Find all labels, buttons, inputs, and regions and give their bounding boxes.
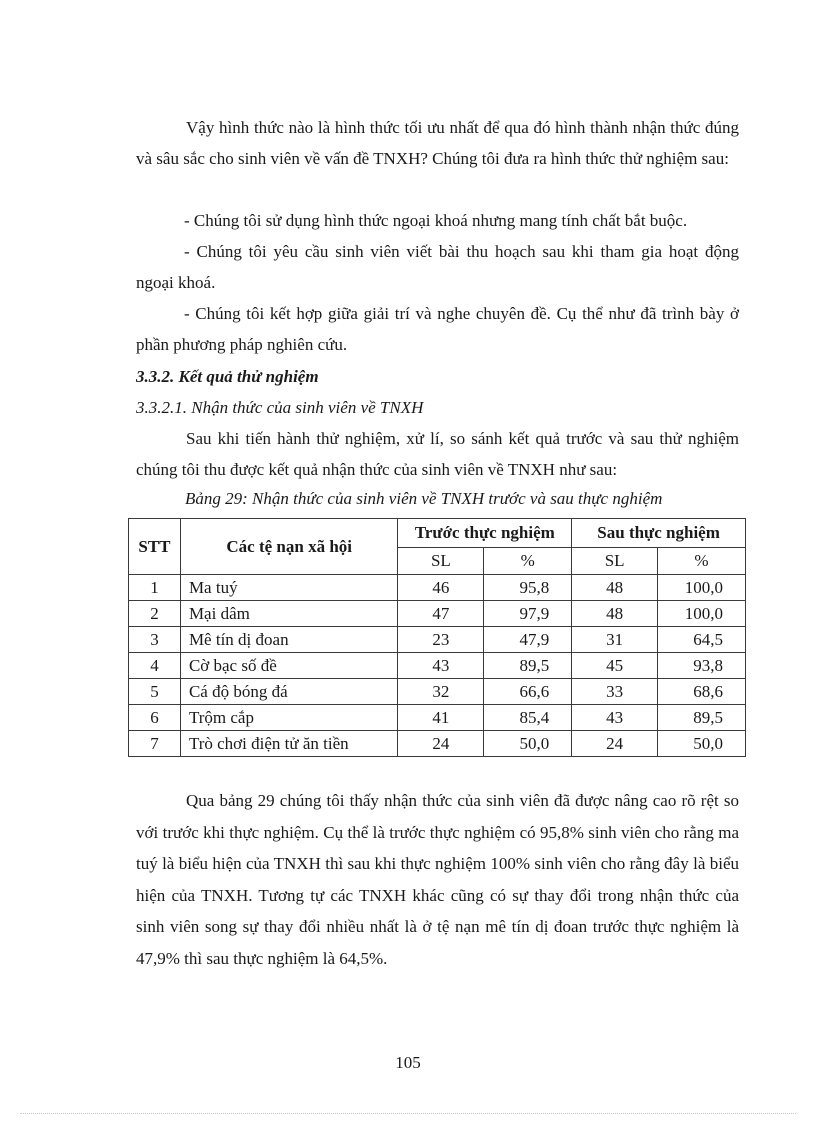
page-bottom-divider xyxy=(20,1113,796,1114)
table-row xyxy=(129,705,746,731)
row-before-sl: 47 xyxy=(398,601,484,627)
table-intro-paragraph: Sau khi tiến hành thử nghiệm, xử lí, so sánh kết quả trước và sau thử nghiệm chúng tôi thu được kết quả nhận thức của sinh viên về TNXH như sau: xyxy=(136,429,739,479)
row-after-sl: 43 xyxy=(572,705,658,731)
row-after-sl: 45 xyxy=(572,653,658,679)
row-before-sl: 43 xyxy=(398,653,484,679)
intro-paragraph: Vậy hình thức nào là hình thức tối ưu nhất để qua đó hình thành nhận thức đúng và sâu sắc cho sinh viên về vấn đề TNXH? Chúng tôi đưa ra hình thức thử nghiệm sau: xyxy=(136,118,739,168)
row-after-pct: 100,0 xyxy=(658,601,746,627)
section-heading: 3.3.2. Kết quả thử nghiệm xyxy=(136,367,319,386)
row-name: Mại dâm xyxy=(180,601,398,627)
row-name: Ma tuý xyxy=(180,575,398,601)
row-stt: 3 xyxy=(129,627,181,653)
row-before-pct: 97,9 xyxy=(484,601,572,627)
row-before-sl: 46 xyxy=(398,575,484,601)
table-caption: Bảng 29: Nhận thức của sinh viên về TNXH trước và sau thực nghiệm xyxy=(185,489,663,508)
table-row xyxy=(129,679,746,705)
row-name: Trò chơi điện tử ăn tiền xyxy=(180,731,398,757)
row-after-pct: 93,8 xyxy=(658,653,746,679)
table-row xyxy=(129,627,746,653)
row-after-sl: 33 xyxy=(572,679,658,705)
table-row xyxy=(129,575,746,601)
bullet-item-1: - Chúng tôi sử dụng hình thức ngoại khoá nhưng mang tính chất bắt buộc. xyxy=(184,211,688,230)
row-after-pct: 100,0 xyxy=(658,575,746,601)
row-after-sl: 31 xyxy=(572,627,658,653)
header-after-sl: SL xyxy=(572,548,658,575)
row-stt: 1 xyxy=(129,575,181,601)
row-stt: 5 xyxy=(129,679,181,705)
row-before-pct: 95,8 xyxy=(484,575,572,601)
row-name: Trộm cắp xyxy=(180,705,398,731)
row-before-sl: 41 xyxy=(398,705,484,731)
row-before-sl: 24 xyxy=(398,731,484,757)
analysis-paragraph: Qua bảng 29 chúng tôi thấy nhận thức của sinh viên đã được nâng cao rõ rệt so với trước khi thực nghiệm. Cụ thể là trước thực nghiệm có 95,8% sinh viên cho rằng ma tuý là biểu hiện của TNXH thì sau khi thực nghiệm 100% sinh viên cho rằng đây là biểu hiện của TNXH. Tương tự các TNXH khác cũng có sự thay đổi trong nhận thức của sinh viên song sự thay đổi nhiều nhất là ở tệ nạn mê tín dị đoan trước thực nghiệm là 47,9% thì sau thực nghiệm là 64,5%. xyxy=(136,791,739,968)
row-before-pct: 89,5 xyxy=(484,653,572,679)
row-stt: 7 xyxy=(129,731,181,757)
row-after-sl: 24 xyxy=(572,731,658,757)
table-row xyxy=(129,601,746,627)
table-header-row xyxy=(129,519,746,548)
header-after-pct: % xyxy=(658,548,746,575)
table-row xyxy=(129,653,746,679)
row-stt: 4 xyxy=(129,653,181,679)
bullet-item-3: - Chúng tôi kết hợp giữa giải trí và nghe chuyên đề. Cụ thể như đã trình bày ở phần phương pháp nghiên cứu. xyxy=(136,304,739,354)
page-number: 105 xyxy=(395,1053,421,1072)
row-after-sl: 48 xyxy=(572,575,658,601)
row-before-sl: 23 xyxy=(398,627,484,653)
row-after-sl: 48 xyxy=(572,601,658,627)
subsection-heading: 3.3.2.1. Nhận thức của sinh viên về TNXH xyxy=(136,398,424,417)
row-after-pct: 89,5 xyxy=(658,705,746,731)
row-after-pct: 64,5 xyxy=(658,627,746,653)
row-before-pct: 66,6 xyxy=(484,679,572,705)
row-stt: 6 xyxy=(129,705,181,731)
header-before: Trước thực nghiệm xyxy=(398,519,572,548)
header-after: Sau thực nghiệm xyxy=(572,519,746,548)
header-before-pct: % xyxy=(484,548,572,575)
row-stt: 2 xyxy=(129,601,181,627)
header-stt: STT xyxy=(129,519,181,575)
row-name: Mê tín dị đoan xyxy=(180,627,398,653)
header-evils: Các tệ nạn xã hội xyxy=(180,519,398,575)
row-before-sl: 32 xyxy=(398,679,484,705)
table-row xyxy=(129,731,746,757)
row-name: Cá độ bóng đá xyxy=(180,679,398,705)
bullet-item-2: - Chúng tôi yêu cầu sinh viên viết bài thu hoạch sau khi tham gia hoạt động ngoại khoá. xyxy=(136,242,739,292)
header-before-sl: SL xyxy=(398,548,484,575)
row-before-pct: 50,0 xyxy=(484,731,572,757)
row-after-pct: 50,0 xyxy=(658,731,746,757)
row-before-pct: 85,4 xyxy=(484,705,572,731)
row-after-pct: 68,6 xyxy=(658,679,746,705)
row-name: Cờ bạc số đề xyxy=(180,653,398,679)
row-before-pct: 47,9 xyxy=(484,627,572,653)
results-table xyxy=(128,518,746,757)
